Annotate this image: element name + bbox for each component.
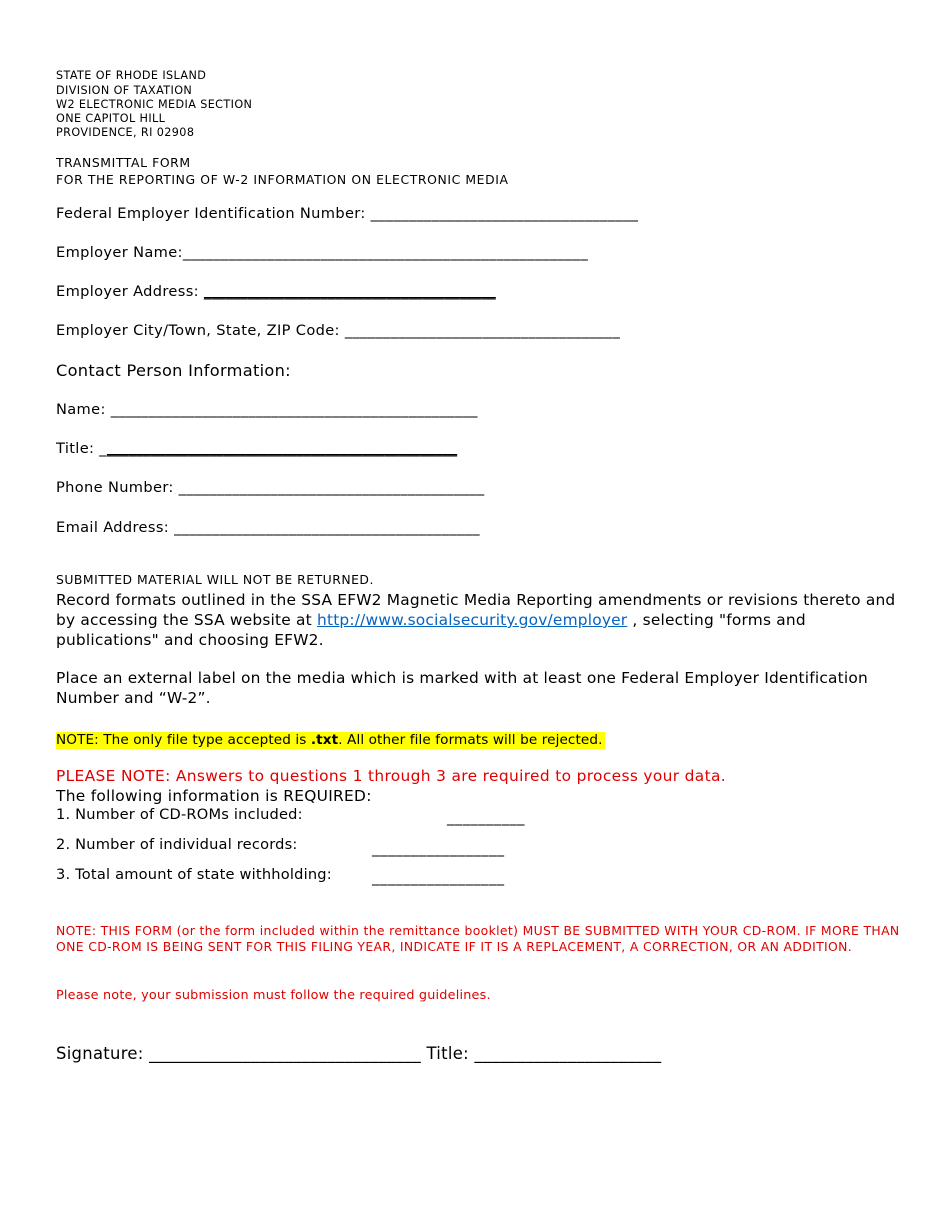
- employer-address-blank[interactable]: ________________________________________: [203, 283, 496, 300]
- fein-field[interactable]: [56, 205, 638, 222]
- contact-title-blank[interactable]: ________________________________________________: [106, 440, 458, 457]
- contact-title-label: Title: _: [56, 440, 107, 457]
- question-3-blank[interactable]: _________________: [372, 869, 505, 886]
- ssa-employer-link[interactable]: http://www.socialsecurity.gov/employer: [317, 611, 628, 629]
- question-2-label: 2. Number of individual records:: [56, 836, 298, 853]
- contact-name-blank[interactable]: ________________________________________________: [110, 401, 478, 418]
- signature-label: Signature:: [56, 1044, 150, 1063]
- address-line-3: W2 ELECTRONIC MEDIA SECTION: [56, 98, 253, 111]
- question-1-label: 1. Number of CD-ROMs included:: [56, 806, 303, 823]
- signature-row[interactable]: [56, 1044, 661, 1063]
- address-line-4: ONE CAPITOL HILL: [56, 112, 166, 125]
- form-title: TRANSMITTAL FORM: [56, 155, 191, 170]
- contact-email-label: Email Address:: [56, 519, 175, 536]
- question-3-label: 3. Total amount of state withholding:: [56, 866, 332, 883]
- file-type-text-pre: NOTE: The only file type accepted is: [56, 732, 311, 748]
- employer-city-label: Employer City/Town, State, ZIP Code:: [56, 322, 345, 339]
- contact-email-blank[interactable]: ________________________________________: [174, 519, 480, 536]
- record-formats-text-pre: Record formats outlined in the SSA EFW2 Magnetic Media Reporting amendments or revisions thereto and by accessing the SSA website at: [56, 591, 896, 629]
- address-line-2: DIVISION OF TAXATION: [56, 84, 193, 97]
- record-formats-paragraph: [56, 590, 906, 650]
- form-subtitle: FOR THE REPORTING OF W-2 INFORMATION ON ELECTRONIC MEDIA: [56, 172, 509, 187]
- file-type-extension: .txt: [310, 732, 339, 748]
- address-line-1: STATE OF RHODE ISLAND: [56, 69, 207, 82]
- not-returned-notice: SUBMITTED MATERIAL WILL NOT BE RETURNED.: [56, 572, 374, 587]
- contact-title-field[interactable]: [56, 440, 457, 457]
- required-intro: The following information is REQUIRED:: [56, 787, 372, 805]
- contact-phone-blank[interactable]: ________________________________________: [178, 479, 485, 496]
- file-type-text-post: . All other file formats will be rejected.: [338, 732, 603, 748]
- contact-heading: Contact Person Information:: [56, 361, 291, 380]
- contact-phone-field[interactable]: [56, 479, 485, 496]
- guidelines-note: Please note, your submission must follow the required guidelines.: [56, 988, 491, 1003]
- file-type-note: [56, 729, 605, 748]
- contact-name-label: Name:: [56, 401, 111, 418]
- contact-email-field[interactable]: [56, 519, 480, 536]
- contact-phone-label: Phone Number:: [56, 479, 179, 496]
- question-2-blank[interactable]: _________________: [372, 840, 505, 857]
- signature-blank[interactable]: ________________________________: [149, 1044, 421, 1063]
- question-1-blank[interactable]: __________: [447, 809, 525, 826]
- please-note-required: PLEASE NOTE: Answers to questions 1 through 3 are required to process your data.: [56, 767, 726, 785]
- contact-name-field[interactable]: [56, 401, 478, 418]
- employer-name-blank[interactable]: _____________________________________________________: [182, 244, 589, 261]
- employer-name-label: Employer Name:: [56, 244, 183, 261]
- submit-form-note: NOTE: THIS FORM (or the form included within the remittance booklet) MUST BE SUBMITTED WITH YOUR CD-ROM. IF MORE THAN ONE CD-ROM IS BEING SENT FOR THIS FILING YEAR, INDICATE IF IT IS A REPLACEMENT, A CORRECTION, OR AN ADDITION.: [56, 923, 900, 955]
- employer-city-field[interactable]: [56, 322, 620, 339]
- employer-address-field[interactable]: [56, 283, 496, 300]
- employer-name-field[interactable]: [56, 244, 588, 261]
- signature-title-label: Title:: [426, 1044, 475, 1063]
- label-instruction: Place an external label on the media which is marked with at least one Federal Employer Identification Number and “W-2”.: [56, 669, 868, 707]
- address-line-5: PROVIDENCE, RI 02908: [56, 126, 195, 139]
- fein-blank[interactable]: ___________________________________: [370, 205, 639, 222]
- employer-address-label: Employer Address:: [56, 283, 204, 300]
- employer-city-blank[interactable]: ____________________________________: [344, 322, 621, 339]
- record-formats-text-post: , selecting "forms and publications" and choosing EFW2.: [56, 611, 806, 649]
- signature-title-blank[interactable]: ______________________: [474, 1044, 662, 1063]
- fein-label: Federal Employer Identification Number:: [56, 205, 371, 222]
